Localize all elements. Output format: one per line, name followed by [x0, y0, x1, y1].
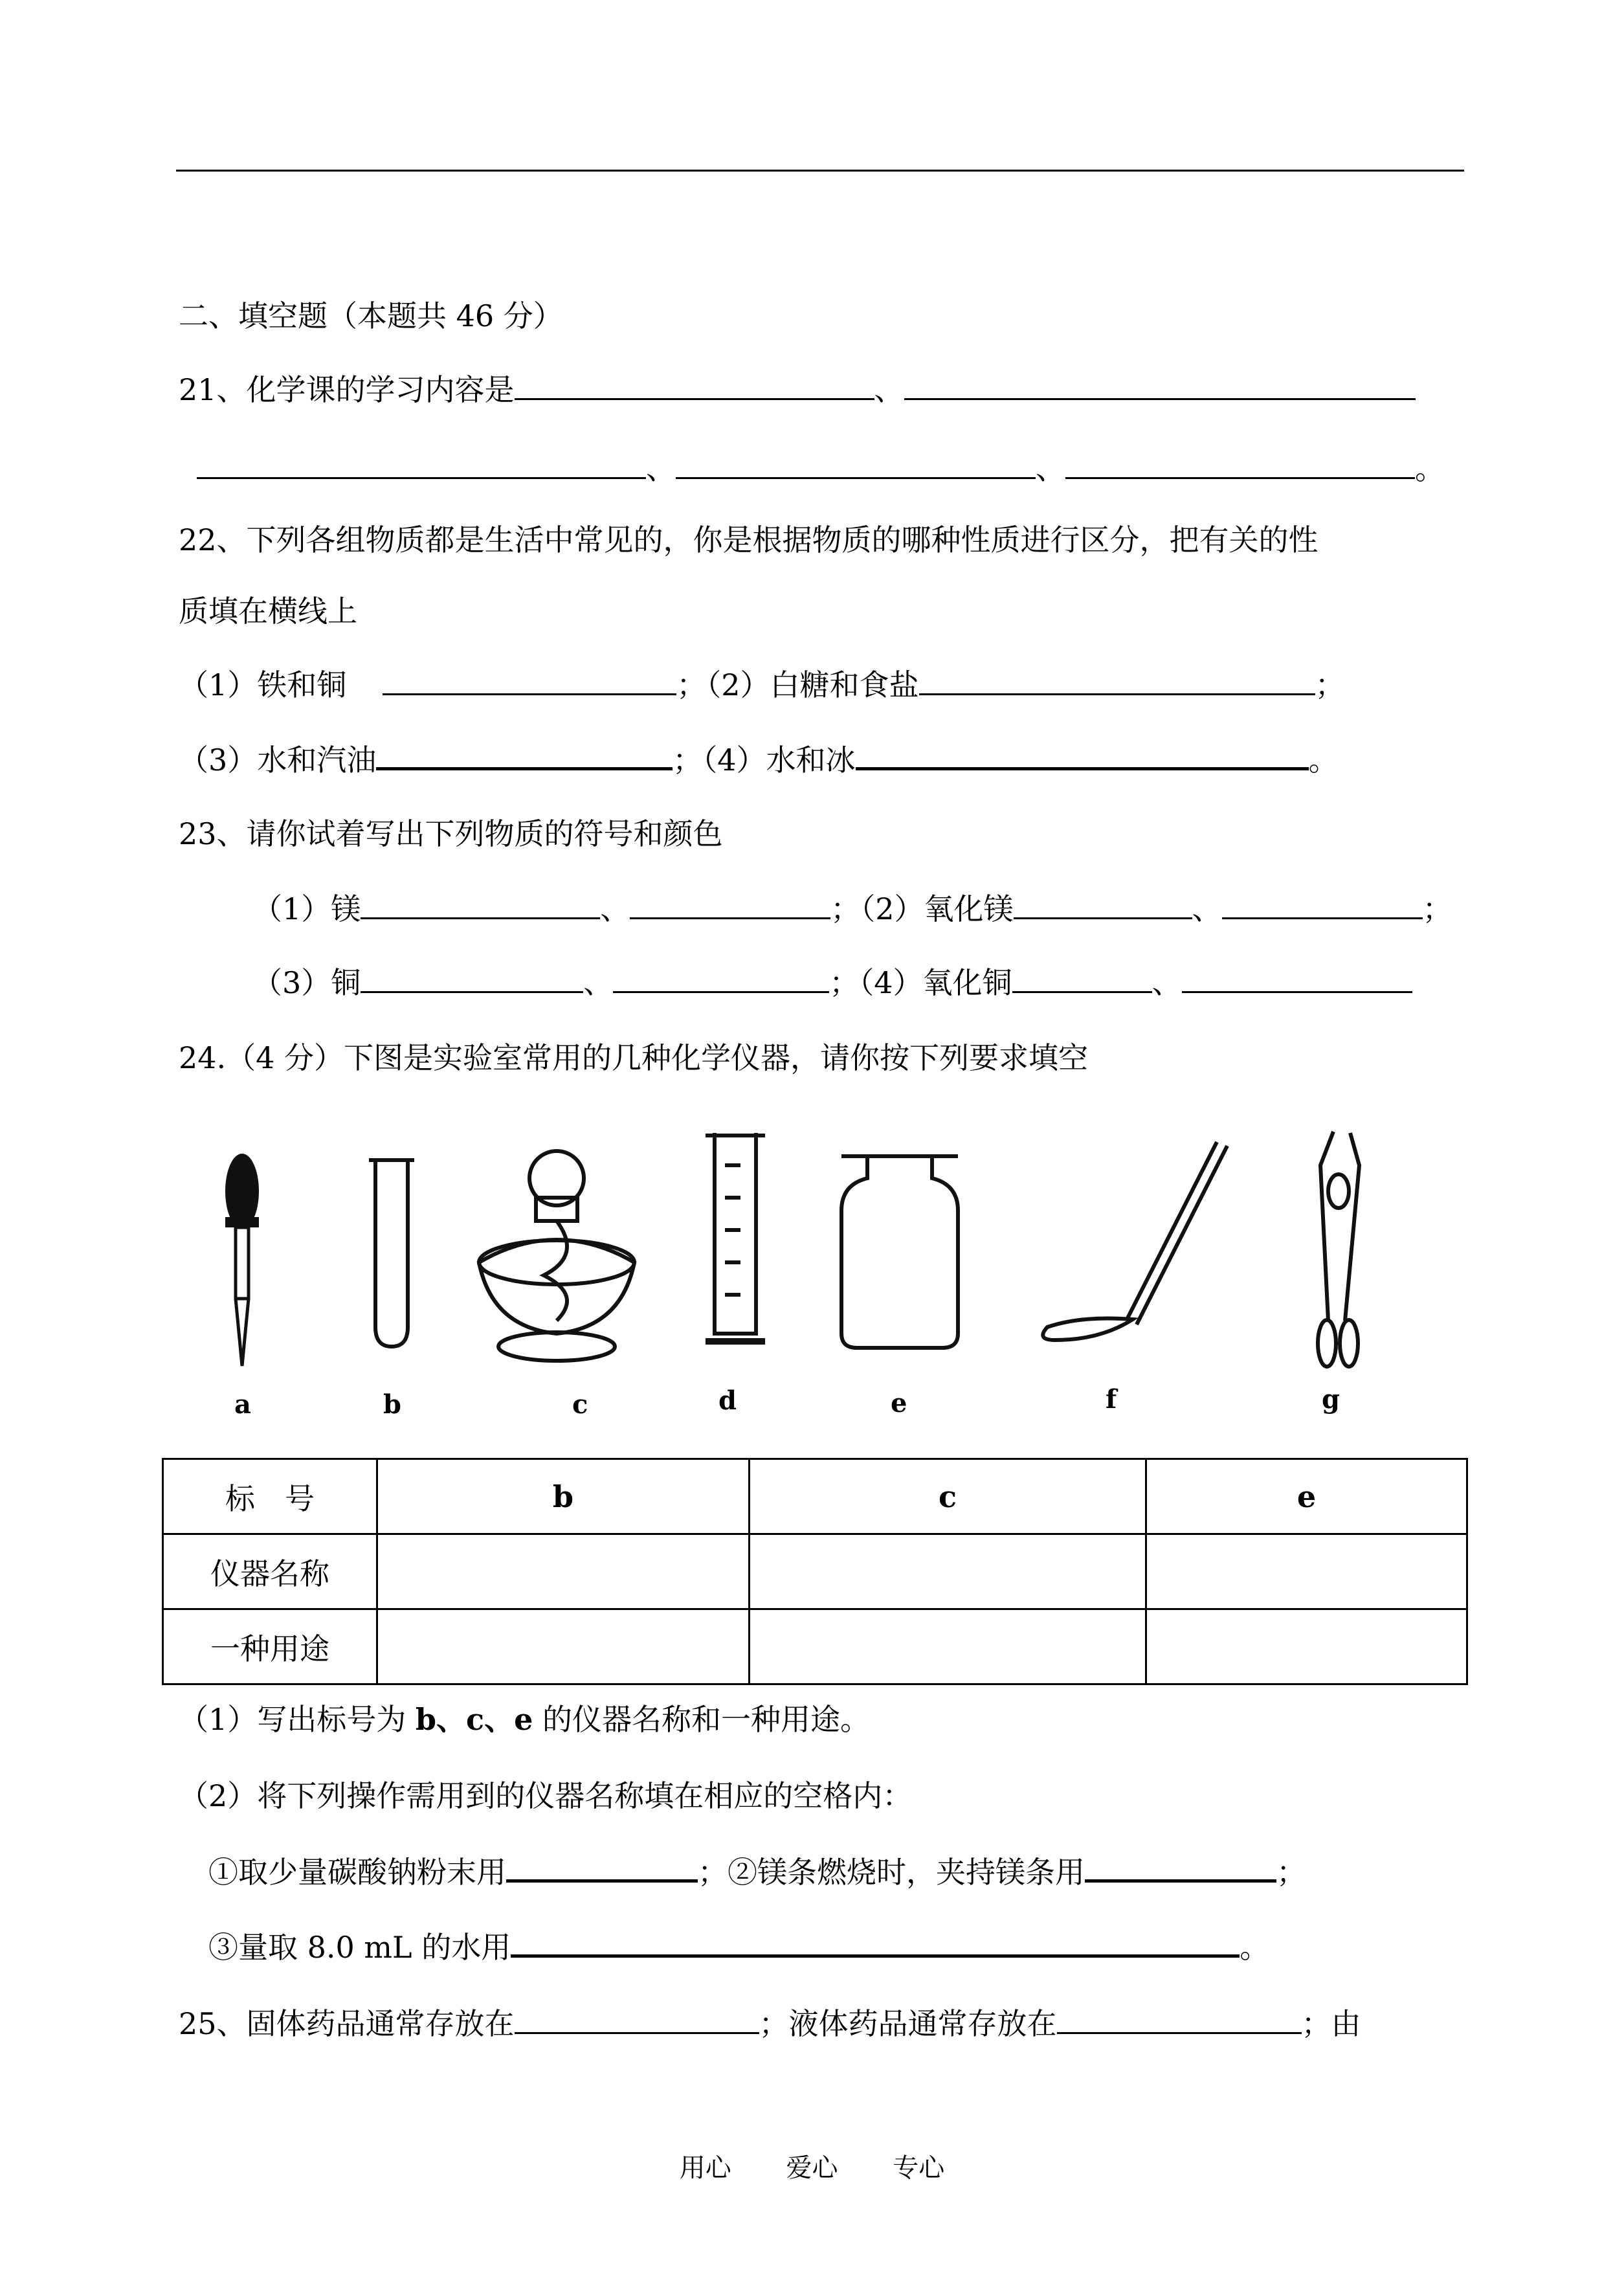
spatula-icon [1043, 1142, 1227, 1340]
q25-prefix: 25、固体药品通常存放在 [179, 2006, 515, 2041]
answer-blank[interactable] [856, 741, 1309, 770]
separator: ； [673, 743, 703, 777]
apparatus-figure [194, 1113, 1424, 1450]
figure-label-b: b [383, 1389, 401, 1420]
q24-sub1-post: 的仪器名称和一种用途。 [533, 1702, 870, 1737]
page-footer [0, 2152, 1624, 2184]
q22-item2: （2）白糖和食盐 [706, 667, 919, 702]
reagent-bottle-icon [841, 1156, 958, 1348]
answer-blank[interactable] [515, 2006, 759, 2034]
q24-sub1-labels: b、c、e [415, 1702, 533, 1737]
q24-sub1-pre: （1）写出标号为 [179, 1702, 416, 1737]
footer-text: 专心 [893, 2153, 945, 2183]
answer-blank[interactable] [919, 667, 1315, 695]
footer-text: 爱心 [786, 2153, 838, 2183]
q22-item3: （3）水和汽油 [179, 743, 377, 777]
q22-item1: （1）铁和铜 [179, 667, 347, 702]
answer-blank[interactable] [361, 891, 600, 919]
answer-blank[interactable] [676, 451, 1036, 479]
q24-op2: ②镁条燃烧时，夹持镁条用 [728, 1855, 1085, 1890]
separator: ； [676, 667, 707, 702]
answer-blank[interactable] [1014, 891, 1192, 919]
answer-blank[interactable] [197, 451, 646, 479]
q24-sub2: （2）将下列操作需用到的仪器名称填在相应的空格内： [179, 1778, 913, 1813]
separator: 、 [874, 372, 904, 407]
table-header-label: 标 号 [163, 1459, 377, 1534]
separator: 、 [646, 451, 676, 486]
figure-label-a: a [234, 1389, 251, 1420]
answer-blank[interactable] [383, 667, 676, 695]
table-cell[interactable] [377, 1609, 750, 1684]
question-21 [179, 370, 1416, 409]
answer-blank[interactable] [904, 372, 1416, 400]
separator: ； [829, 965, 860, 1000]
figure-label-e: e [891, 1388, 907, 1418]
separator: ； [1276, 1855, 1306, 1890]
figure-label-d: d [718, 1385, 737, 1416]
apparatus-table [162, 1458, 1468, 1685]
q23-item4: （4）氧化铜 [859, 965, 1012, 1000]
separator: 、 [1036, 451, 1065, 486]
question-22-row1 [179, 666, 1345, 704]
figure-label-c: c [572, 1389, 588, 1420]
dropper-icon [225, 1154, 259, 1366]
table-header-b: b [377, 1459, 750, 1534]
table-cell[interactable] [1146, 1609, 1467, 1684]
answer-blank[interactable] [1085, 1853, 1276, 1883]
question-23-title: 23、请你试着写出下列物质的符号和颜色 [179, 816, 723, 851]
crucible-tongs-icon [1318, 1132, 1359, 1367]
alcohol-lamp-icon [479, 1151, 634, 1361]
q21-text: 21、化学课的学习内容是 [179, 372, 515, 407]
question-22-line2: 质填在横线上 [179, 594, 357, 629]
answer-blank[interactable] [1065, 451, 1415, 479]
table-header-e: e [1146, 1459, 1467, 1534]
table-row-use-label: 一种用途 [163, 1609, 377, 1684]
q23-item3: （3）铜 [252, 965, 361, 1000]
q24-sub1 [179, 1700, 870, 1739]
header-rule [176, 170, 1464, 172]
answer-blank[interactable] [1057, 2006, 1302, 2034]
separator: ； [1422, 891, 1452, 926]
table-header-c: c [750, 1459, 1146, 1534]
table-cell[interactable] [750, 1534, 1146, 1609]
question-24-title: 24.（4 分）下图是实验室常用的几种化学仪器，请你按下列要求填空 [179, 1040, 1089, 1075]
table-cell[interactable] [750, 1609, 1146, 1684]
q24-op-row2 [208, 1928, 1269, 1967]
q24-op-row1 [208, 1853, 1306, 1892]
graduated-cylinder-icon [706, 1133, 765, 1341]
answer-blank[interactable] [515, 372, 874, 400]
answer-blank[interactable] [1012, 965, 1152, 993]
table-cell[interactable] [377, 1534, 750, 1609]
q23-item1: （1）镁 [252, 891, 361, 926]
answer-blank[interactable] [1182, 965, 1412, 993]
q24-op3: ③量取 8.0 mL 的水用 [208, 1930, 511, 1965]
answer-blank[interactable] [630, 891, 830, 919]
q25-mid: ；液体药品通常存放在 [759, 2006, 1057, 2041]
period: 。 [1240, 1930, 1270, 1965]
answer-blank[interactable] [511, 1929, 1240, 1958]
test-tube-icon [369, 1160, 414, 1347]
q23-item2: （2）氧化镁 [860, 891, 1014, 926]
answer-blank[interactable] [613, 965, 829, 993]
question-25 [179, 2004, 1361, 2043]
period: 。 [1415, 451, 1445, 486]
answer-blank[interactable] [376, 741, 673, 770]
separator: 、 [1151, 965, 1182, 1000]
question-23-row1 [252, 889, 1452, 928]
separator: 、 [583, 965, 614, 1000]
figure-label-g: g [1322, 1384, 1340, 1415]
separator: 、 [1192, 891, 1222, 926]
separator: ； [1315, 667, 1345, 702]
answer-blank[interactable] [1222, 891, 1423, 919]
table-row-name-label: 仪器名称 [163, 1534, 377, 1609]
separator: ； [830, 891, 861, 926]
q22-item4: （4）水和冰 [702, 743, 856, 777]
section-title: 二、填空题（本题共 46 分） [179, 298, 563, 333]
answer-blank[interactable] [506, 1853, 698, 1883]
answer-blank[interactable] [361, 965, 583, 993]
question-22-line1: 22、下列各组物质都是生活中常见的，你是根据物质的哪种性质进行区分，把有关的性 [179, 522, 1318, 557]
separator: 、 [600, 891, 630, 926]
q25-end: ；由 [1301, 2006, 1361, 2041]
question-22-row2 [179, 741, 1339, 779]
period: 。 [1308, 743, 1339, 777]
figure-label-f: f [1106, 1384, 1117, 1415]
separator: ； [698, 1855, 728, 1890]
question-23-row2 [252, 963, 1412, 1002]
table-cell[interactable] [1146, 1534, 1467, 1609]
q24-op1: ①取少量碳酸钠粉末用 [208, 1855, 506, 1890]
question-21-cont [197, 449, 1445, 488]
footer-text: 用心 [679, 2153, 731, 2183]
